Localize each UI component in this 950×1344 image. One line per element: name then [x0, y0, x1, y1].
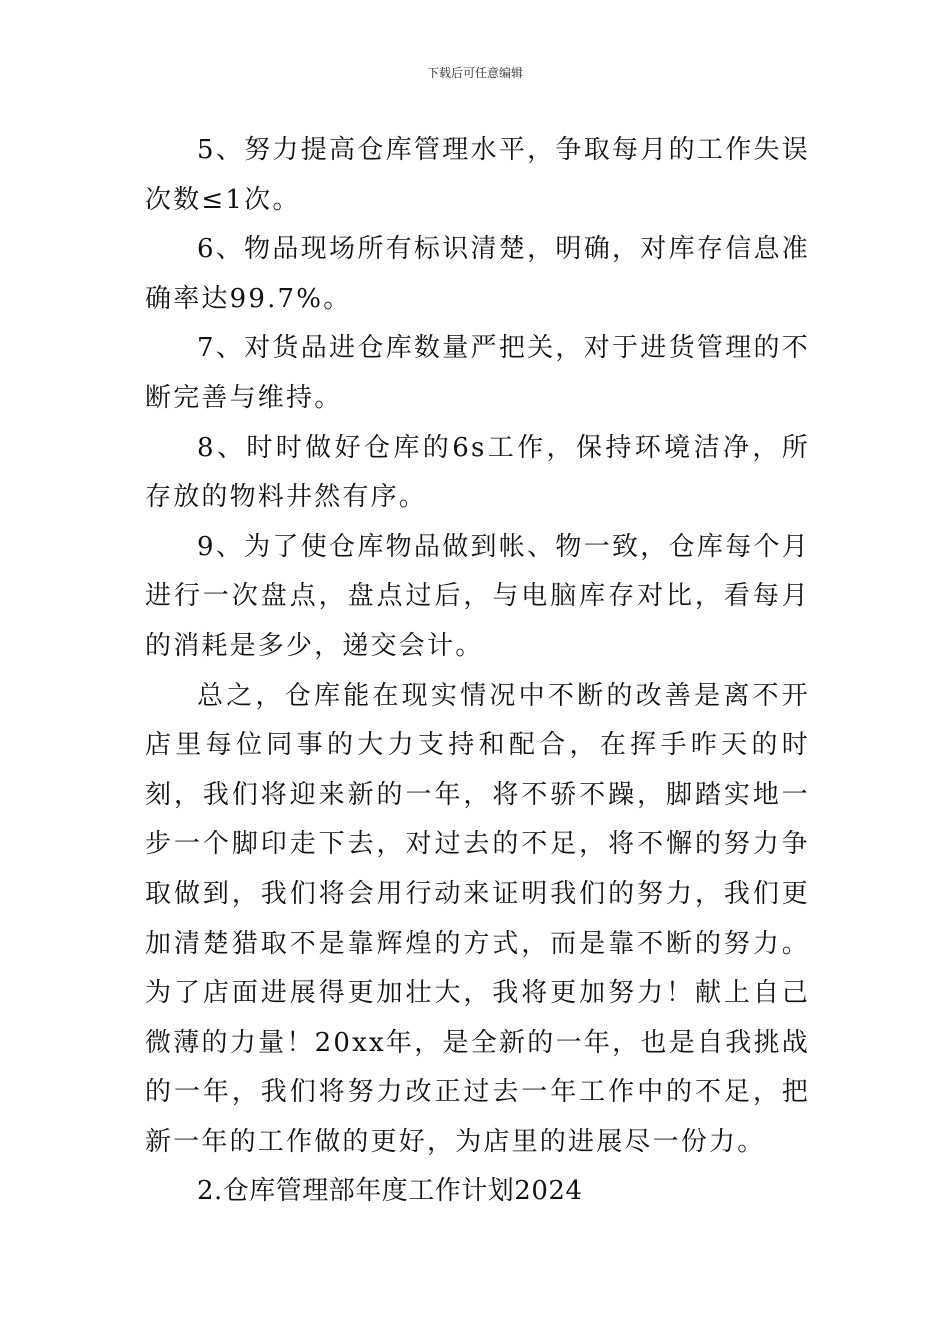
paragraph-item-7: 7、对货品进仓库数量严把关，对于进货管理的不断完善与维持。	[145, 333, 810, 413]
page-header: 下载后可任意编辑	[426, 66, 523, 80]
paragraph-item-9: 9、为了使仓库物品做到帐、物一致，仓库每个月进行一次盘点，盘点过后，与电脑库存对比，看每月的消耗是多少，递交会计。	[145, 531, 810, 661]
paragraph-item-5: 5、努力提高仓库管理水平，争取每月的工作失误次数≤1次。	[145, 135, 810, 215]
paragraph-item-8: 8、时时做好仓库的6s工作，保持环境洁净，所存放的物料井然有序。	[145, 432, 810, 513]
paragraph-item-6: 6、物品现场所有标识清楚，明确，对库存信息准确率达99.7%。	[145, 234, 810, 314]
document-body	[145, 126, 810, 1217]
section-heading: 2.仓库管理部年度工作计划2024	[197, 1176, 583, 1207]
summary-paragraph: 总之，仓库能在现实情况中不断的改善是离不开店里每位同事的大力支持和配合，在挥手昨天的时刻，我们将迎来新的一年，将不骄不躁，脚踏实地一步一个脚印走下去，对过去的不足，将不懈的努力争取做到，我们将会用行动来证明我们的努力，我们更加清楚猎取不是靠辉煌的方式，而是靠不断的努力。为了店面进展得更加壮大，我将更加努力！献上自己微薄的力量！20xx年，是全新的一年，也是自我挑战的一年，我们将努力改正过去一年工作中的不足，把新一年的工作做的更好，为店里的进展尽一份力。	[145, 680, 810, 1157]
